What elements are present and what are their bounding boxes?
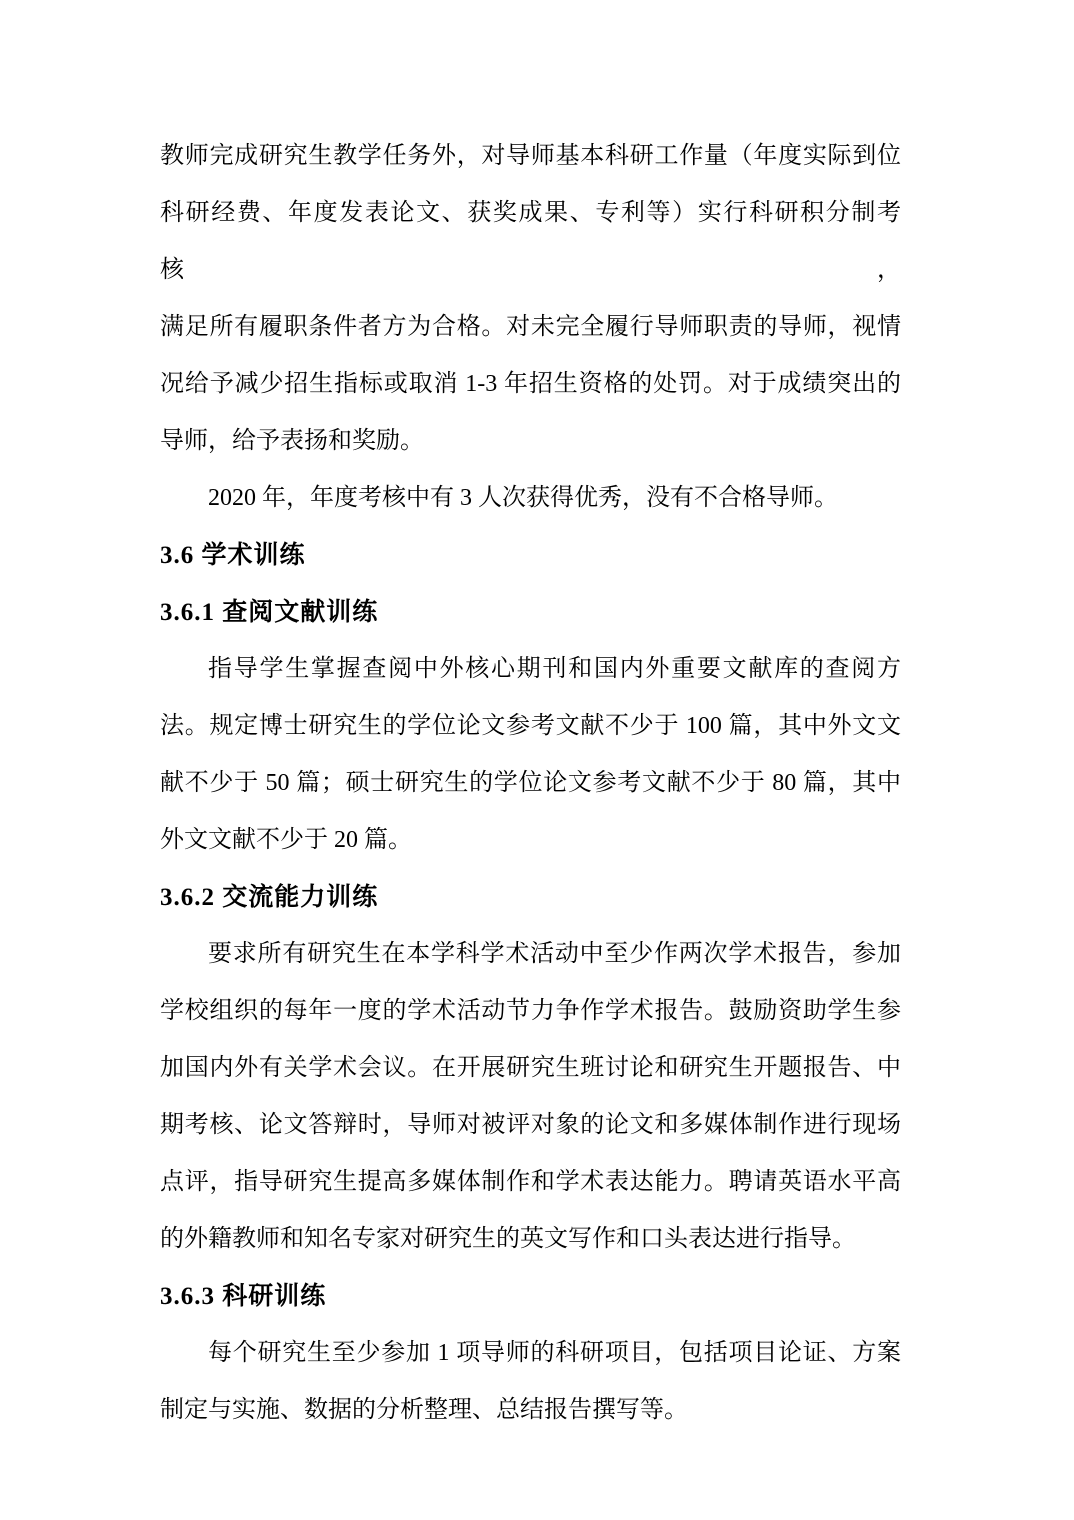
text-line: 期考核、论文答辩时，导师对被评对象的论文和多媒体制作进行现场 [160, 1112, 901, 1138]
section-heading: 3.6.3 科研训练 [160, 1283, 327, 1310]
text-line: 要求所有研究生在本学科学术活动中至少作两次学术报告，参加 [208, 941, 901, 967]
section-heading: 3.6.1 查阅文献训练 [160, 599, 379, 626]
text-line: 的外籍教师和知名专家对研究生的英文写作和口头表达进行指导。 [160, 1226, 856, 1252]
section-heading: 3.6.2 交流能力训练 [160, 884, 379, 911]
text-line: 科研经费、年度发表论文、获奖成果、专利等）实行科研积分制考核， [160, 200, 901, 283]
text-line: 每个研究生至少参加 1 项导师的科研项目，包括项目论证、方案 [208, 1340, 901, 1366]
paragraph [160, 1325, 901, 1439]
text-line: 况给予减少招生指标或取消 1-3 年招生资格的处罚。对于成绩突出的 [160, 371, 901, 397]
paragraph [160, 470, 901, 527]
text-line: 满足所有履职条件者方为合格。对未完全履行导师职责的导师，视情 [160, 314, 901, 340]
text-line: 点评，指导研究生提高多媒体制作和学术表达能力。聘请英语水平高 [160, 1169, 901, 1195]
paragraph [160, 641, 901, 869]
page-content [160, 128, 901, 1439]
paragraph [160, 926, 901, 1268]
text-line: 指导学生掌握查阅中外核心期刊和国内外重要文献库的查阅方 [208, 656, 901, 682]
text-line: 导师，给予表扬和奖励。 [160, 428, 424, 454]
text-line: 外文文献不少于 20 篇。 [160, 827, 412, 853]
text-line: 法。规定博士研究生的学位论文参考文献不少于 100 篇，其中外文文 [160, 713, 901, 739]
text-line: 献不少于 50 篇；硕士研究生的学位论文参考文献不少于 80 篇，其中 [160, 770, 901, 796]
text-line: 2020 年，年度考核中有 3 人次获得优秀，没有不合格导师。 [208, 485, 838, 511]
paragraph [160, 128, 901, 470]
text-line: 制定与实施、数据的分析整理、总结报告撰写等。 [160, 1397, 688, 1423]
text-line: 教师完成研究生教学任务外，对导师基本科研工作量（年度实际到位 [160, 143, 901, 169]
section-heading: 3.6 学术训练 [160, 542, 306, 569]
text-line: 加国内外有关学术会议。在开展研究生班讨论和研究生开题报告、中 [160, 1055, 901, 1081]
text-line: 学校组织的每年一度的学术活动节力争作学术报告。鼓励资助学生参 [160, 998, 901, 1024]
